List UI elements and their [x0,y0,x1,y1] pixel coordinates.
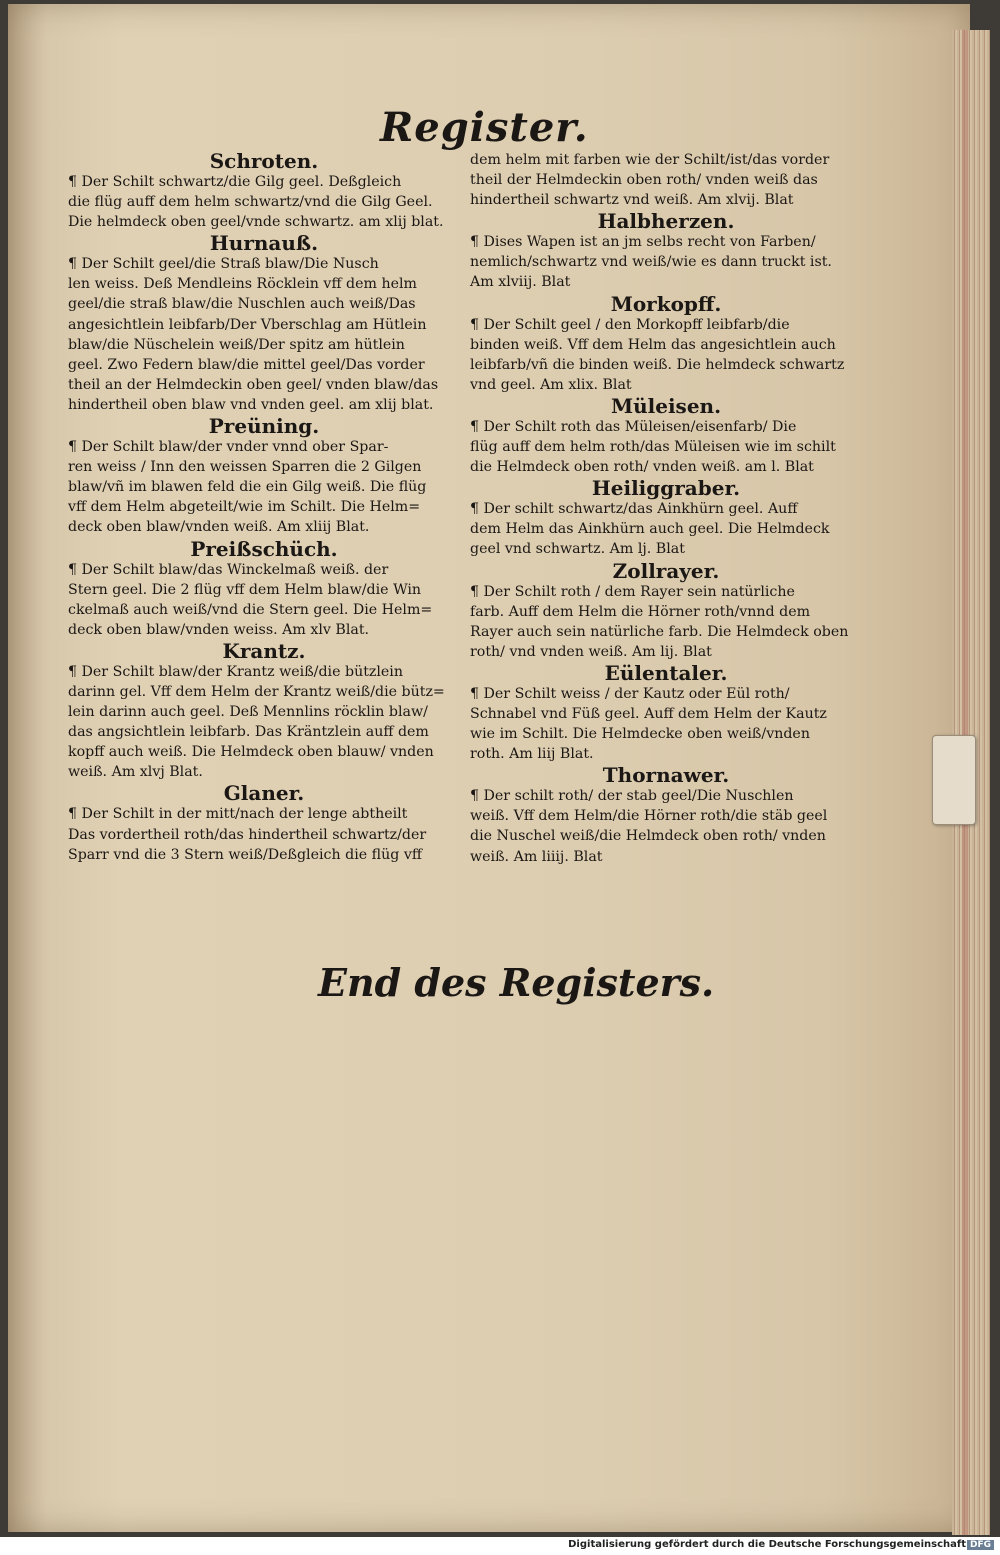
entry-line: blaw/die Nüschelein weiß/Der spitz am hütlein [68,336,405,353]
entry-heading: Hurnauß. [209,231,319,256]
end-of-register: End des Registers. [318,960,715,1005]
register-entry [470,293,862,395]
register-entry [470,477,862,559]
register-entry [470,662,862,764]
register-entry [68,150,460,232]
entry-line: Rayer auch sein natürliche farb. Die Helmdeck oben [470,623,849,640]
entry-line: die Helmdeck oben roth/ vnden weiß. am l. Blat [470,459,814,476]
entry-line: kopff auch weiß. Die Helmdeck oben blauw/ vnden [68,744,434,761]
register-entry [68,538,460,640]
entry-heading: Preißschüch. [190,536,338,561]
entry-line: geel/die straß blaw/die Nuschlen auch weiß/Das [68,296,416,313]
entry-line: leibfarb/vñ die binden weiß. Die helmdeck schwartz [470,356,845,373]
entry-line: ¶ Der Schilt blaw/das Winckelmaß weiß. der [68,561,389,578]
entry-line: ¶ Der Schilt in der mitt/nach der lenge abtheilt [68,806,408,823]
entry-line: weiß. Vff dem Helm/die Hörner roth/die stäb geel [470,808,828,825]
entry-line: wie im Schilt. Die Helmdecke oben weiß/vnden [470,726,810,743]
entry-line: geel. Zwo Federn blaw/die mittel geel/Das vorder [68,356,425,373]
entry-line: blaw/vñ im blawen feld die ein Gilg weiß. Die flüg [68,479,427,496]
entry-line: nemlich/schwartz vnd weiß/wie es dann truckt ist. [470,254,832,271]
entry-line: farb. Auff dem Helm die Hörner roth/vnnd dem [470,603,811,620]
entry-heading: Müleisen. [610,393,722,418]
entry-heading: Halbherzen. [597,209,735,234]
entry-line: dem Helm das Ainkhürn auch geel. Die Helmdeck [470,521,830,538]
register-entry [68,232,460,415]
page-title: Register. [380,104,589,151]
entry-heading: Schroten. [209,149,319,173]
entry-line: ckelmaß auch weiß/vnd die Stern geel. Die Helm= [68,601,433,618]
entry-line: dem helm mit farben wie der Schilt/ist/das vorder [470,152,830,168]
entry-line: das angsichtlein leibfarb. Das Kräntzlein auff dem [68,724,429,741]
register-entry [470,210,862,292]
entry-line: vff dem Helm abgeteilt/wie im Schilt. Die Helm= [68,499,421,516]
entry-heading: Morkopff. [610,291,722,316]
entry-line: binden weiß. Vff dem Helm das angesichtlein auch [470,336,836,353]
entry-line: deck oben blaw/vnden weiß. Am xliij Blat. [68,519,370,536]
entry-heading: Heiliggraber. [591,476,741,501]
entry-line: ¶ Der Schilt geel/die Straß blaw/Die Nusch [68,256,379,273]
page-clip [932,735,976,825]
entry-line: lein darinn auch geel. Deß Mennlins röcklin blaw/ [68,704,428,721]
entry-line: ¶ Der schilt roth/ der stab geel/Die Nuschlen [470,788,794,805]
entry-line: roth/ vnd vnden weiß. Am lij. Blat [470,643,712,660]
entry-heading: Zollrayer. [612,558,720,583]
left-column [68,150,460,865]
entry-line: angesichtlein leibfarb/Der Vberschlag am Hütlein [68,316,427,333]
entry-line: theil der Helmdeckin oben roth/ vnden weiß das [470,172,818,189]
register-entry [68,782,460,864]
entry-line: ¶ Der Schilt blaw/der vnder vnnd ober Spar- [68,439,389,456]
entry-line: die flüg auff dem helm schwartz/vnd die Gilg Geel. [68,194,433,211]
entry-line: ¶ Der schilt schwartz/das Ainkhürn geel. Auff [470,501,798,518]
entry-line: weiß. Am liiij. Blat [470,848,603,865]
right-column [470,150,862,867]
entry-line: deck oben blaw/vnden weiss. Am xlv Blat. [68,621,370,638]
entry-line: ren weiss / Inn den weissen Sparren die 2 Gilgen [68,459,422,476]
entry-line: ¶ Der Schilt weiss / der Kautz oder Eül roth/ [470,685,790,702]
entry-heading: Thornawer. [602,763,730,788]
entry-line: geel vnd schwartz. Am lj. Blat [470,541,685,558]
register-entry [470,560,862,662]
register-entry [470,764,862,866]
entry-line: ¶ Dises Wapen ist an jm selbs recht von Farben/ [470,234,816,251]
entry-line: vnd geel. Am xlix. Blat [470,376,632,393]
entry-line: flüg auff dem helm roth/das Müleisen wie im schilt [470,439,836,456]
entry-line: Stern geel. Die 2 flüg vff dem Helm blaw/die Win [68,581,422,598]
entry-line: ¶ Der Schilt schwartz/die Gilg geel. Deßgleich [68,174,402,190]
entry-line: Sparr vnd die 3 Stern weiß/Deßgleich die flüg vff [68,846,422,863]
register-entry [470,150,862,210]
entry-line: Die helmdeck oben geel/vnde schwartz. am xlij blat. [68,214,444,231]
entry-heading: Preüning. [208,414,320,439]
entry-line: theil an der Helmdeckin oben geel/ vnden blaw/das [68,376,439,393]
entry-line: Schnabel vnd Füß geel. Auff dem Helm der Kautz [470,705,827,722]
entry-line: roth. Am liij Blat. [470,746,594,763]
entry-line: Am xlviij. Blat [470,274,571,291]
register-entry [68,415,460,537]
entry-line: die Nuschel weiß/die Helmdeck oben roth/ vnden [470,828,826,845]
entry-heading: Eülentaler. [604,660,728,685]
entry-line: Das vordertheil roth/das hindertheil schwartz/der [68,826,427,843]
register-entry [68,640,460,783]
entry-line: hindertheil schwartz vnd weiß. Am xlvij. Blat [470,192,794,209]
entry-line: ¶ Der Schilt roth das Müleisen/eisenfarb/ Die [470,418,797,435]
entry-line: ¶ Der Schilt blaw/der Krantz weiß/die bützlein [68,663,403,680]
entry-line: weiß. Am xlvj Blat. [68,764,203,781]
dfg-logo: DFG [967,1540,994,1550]
entry-line: ¶ Der Schilt roth / dem Rayer sein natürliche [470,583,795,600]
entry-line: hindertheil oben blaw vnd vnden geel. am xlij blat. [68,396,434,413]
entry-line: ¶ Der Schilt geel / den Morkopff leibfarb/die [470,316,790,333]
entry-line: darinn gel. Vff dem Helm der Krantz weiß/die bütz= [68,683,445,700]
entry-heading: Krantz. [222,638,306,663]
register-entry [470,395,862,477]
entry-heading: Glaner. [223,781,305,806]
footer-credit: Digitalisierung gefördert durch die Deutsche Forschungsgemeinschaft [568,1539,966,1550]
entry-line: len weiss. Deß Mendleins Röcklein vff dem helm [68,276,417,293]
